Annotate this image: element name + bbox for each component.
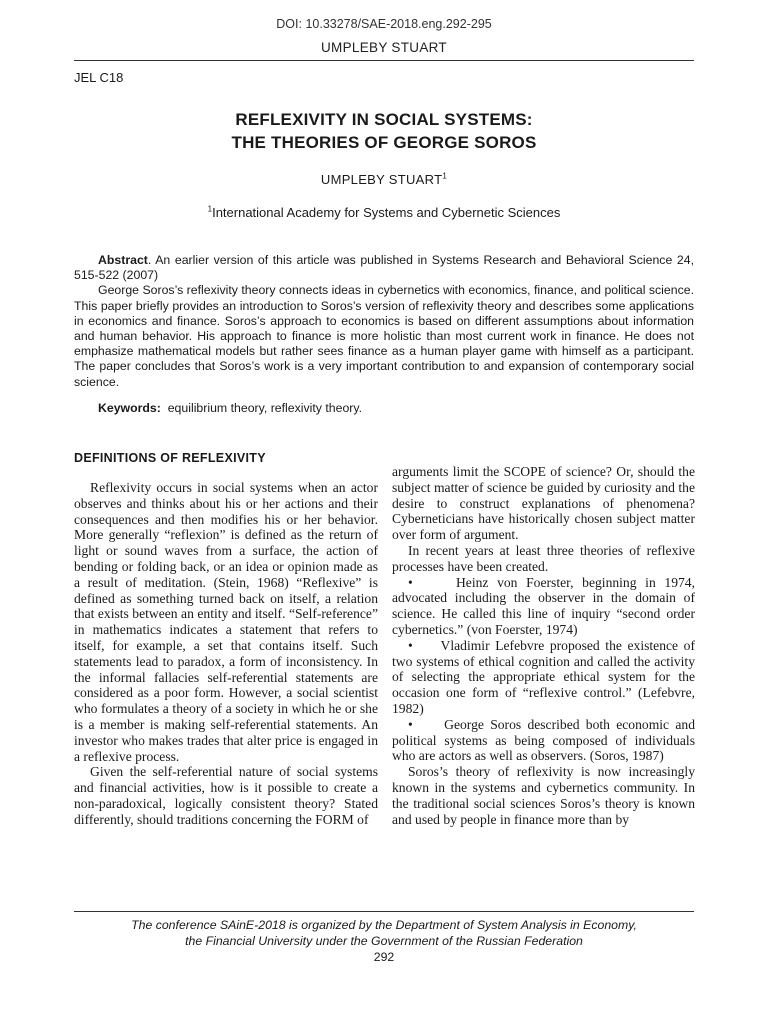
affiliation-text: International Academy for Systems and Cybernetic Sciences bbox=[212, 205, 561, 220]
abstract-body: George Soros’s reflexivity theory connects ideas in cybernetics with economics, finance, and political science. This paper briefly provides an introduction to Soros’s version of reflexivity theory and describes some applications in economics and finance. Soros’s approach to economics is based on different assumptions about information and human behavior. His approach to finance is more holistic than most current work in finance. He does not emphasize mathematical models but rather sees finance as a human player game with himself as a participant. The paper concludes that Soros’s work is a very important contribution to and expansion of contemporary social science. bbox=[74, 283, 694, 389]
abstract-first-text: . An earlier version of this article was published in Systems Research and Behavioral Science 24, 515-522 (2007) bbox=[74, 253, 694, 283]
footer-line-2: the Financial University under the Government of the Russian Federation bbox=[185, 933, 583, 948]
keywords-text: equilibrium theory, reflexivity theory. bbox=[167, 401, 363, 415]
paper-title bbox=[0, 108, 768, 154]
author-name bbox=[0, 172, 768, 187]
bullet-marker: • bbox=[408, 637, 413, 653]
doi-line: DOI: 10.33278/SAE-2018.eng.292-295 bbox=[276, 17, 492, 31]
bullet-text-1: Heinz von Foerster, beginning in 1974, advocated including the observer in the domain of science. He called this line of inquiry “second order cybernetics.” (von Foerster, 1974) bbox=[392, 574, 695, 637]
section-heading: DEFINITIONS OF REFLEXIVITY bbox=[74, 451, 266, 465]
bullet-text-2: Vladimir Lefebvre proposed the existence of two systems of ethical cognition and called the activity of selecting the appropriate ethical system for the occasion one form of “reflexive control.” (Lefebvre, 1982) bbox=[392, 637, 695, 716]
right-paragraph-2: In recent years at least three theories of reflexive processes have been created. bbox=[392, 542, 695, 574]
abstract-label: Abstract bbox=[98, 253, 148, 267]
affiliation-footnote-mark: 1 bbox=[207, 204, 213, 214]
bullet-marker: • bbox=[408, 716, 413, 732]
abstract bbox=[74, 253, 694, 390]
keywords-label: Keywords: bbox=[98, 401, 161, 415]
running-header-author: UMPLEBY STUART bbox=[321, 40, 447, 55]
page-number: 292 bbox=[373, 950, 395, 964]
footer-line-1: The conference SAinE-2018 is organized by the Department of System Analysis in Economy, bbox=[131, 918, 637, 932]
conference-footer bbox=[0, 918, 768, 949]
title-line-2: THE THEORIES OF GEORGE SOROS bbox=[231, 133, 537, 152]
left-paragraph-2: Given the self-referential nature of social systems and financial activities, how is it possible to create a non-paradoxical, logically consistent theory? Stated differently, should traditions concerning the FORM of bbox=[74, 764, 378, 827]
author-footnote-mark: 1 bbox=[442, 171, 448, 181]
author-text: UMPLEBY STUART bbox=[320, 172, 443, 187]
bullet-text-3: George Soros described both economic and political systems as being composed of individuals who are actors as well as observers. (Soros, 1987) bbox=[392, 716, 695, 764]
header-rule bbox=[74, 60, 694, 61]
bullet-marker: • bbox=[408, 574, 413, 590]
affiliation bbox=[0, 205, 768, 220]
bullet-item-3 bbox=[392, 717, 695, 764]
left-paragraph-1: Reflexivity occurs in social systems when an actor observes and thinks about his or her actions and their consequences and then modifies his or her behavior. More generally “reflexion” is defined as the return of light or sound waves from a surface, the action of bending or folding back, or an idea or opinion made as a result of meditation. (Stein, 1968) “Reflexive” is defined as something turned back on itself, a relation that exists between an entity and itself. “Self-reference” in mathematics indicates a statement that refers to itself, for example, a set that contains itself. Such statements lead to paradox, a form of inconsistency. In the informal fallacies self-referential statements are considered as a poor form. However, a social scientist who formulates a theory of a society in which he or she is a member is making self-referential statements. An investor who makes trades that alter price is engaged in a reflexive process. bbox=[74, 480, 378, 764]
left-column bbox=[74, 480, 378, 828]
right-column bbox=[392, 464, 695, 827]
bullet-item-2 bbox=[392, 638, 695, 717]
title-line-1: REFLEXIVITY IN SOCIAL SYSTEMS: bbox=[235, 110, 533, 129]
keywords bbox=[98, 401, 362, 415]
jel-code: JEL C18 bbox=[74, 70, 124, 85]
footer-rule bbox=[74, 911, 694, 912]
abstract-first-paragraph bbox=[74, 253, 694, 283]
right-paragraph-1: arguments limit the SCOPE of science? Or, should the subject matter of science be guided by curiosity and the desire to construct explanations of phenomena? Cyberneticians have historically chosen subject matter over form of argument. bbox=[392, 464, 695, 543]
right-paragraph-3: Soros’s theory of reflexivity is now increasingly known in the systems and cybernetics community. In the traditional social sciences Soros’s theory is known and used by people in finance more than by bbox=[392, 764, 695, 827]
bullet-item-1 bbox=[392, 575, 695, 638]
